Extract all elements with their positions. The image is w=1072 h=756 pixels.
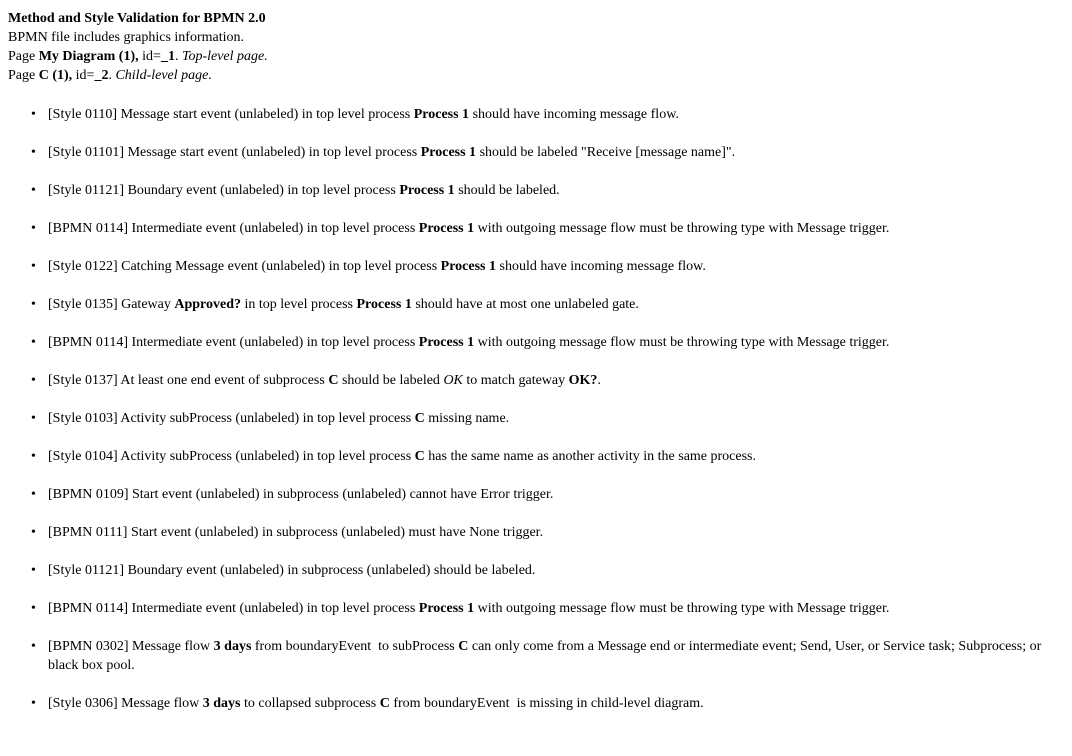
issue-text: [Style 0137] At least one end event of subprocess [48, 373, 329, 388]
issue-text: [Style 01101] Message start event (unlabeled) in top level process [48, 145, 421, 160]
issue-text: [Style 0110] Message start event (unlabeled) in top level process [48, 107, 414, 122]
issue-text: [BPMN 0114] Intermediate event (unlabeled) in top level process [48, 221, 419, 236]
issue-italic-text: OK [443, 373, 463, 388]
issue-text: [BPMN 0302] Message flow [48, 639, 214, 654]
issue-item [31, 219, 1064, 238]
bullet-icon: • [31, 335, 36, 350]
issue-bold-text: Process 1 [420, 145, 477, 160]
issue-text: should have incoming message flow. [469, 107, 679, 122]
issue-bold-text: Process 1 [440, 259, 497, 274]
issue-text: [Style 0306] Message flow [48, 696, 203, 711]
bullet-icon: • [31, 373, 36, 388]
issue-bold-text: C [328, 373, 339, 388]
page-info-2 [8, 66, 1064, 85]
issue-text: should be labeled [338, 373, 444, 388]
page-level: Child-level page. [115, 68, 212, 83]
issue-bold-text: 3 days [213, 639, 252, 654]
bullet-icon: • [31, 107, 36, 122]
issue-item [31, 409, 1064, 428]
issue-text: [BPMN 0114] Intermediate event (unlabeled) in top level process [48, 601, 419, 616]
issue-text: from boundaryEvent is missing in child-level diagram. [389, 696, 704, 711]
bullet-icon: • [31, 449, 36, 464]
report-title: Method and Style Validation for BPMN 2.0 [8, 11, 266, 26]
bullet-icon: • [31, 183, 36, 198]
issue-text: [BPMN 0109] Start event (unlabeled) in subprocess (unlabeled) cannot have Error trigger. [48, 487, 554, 502]
page-separator: . [174, 49, 182, 64]
issue-item [31, 694, 1064, 713]
page-level: Top-level page. [181, 49, 268, 64]
issue-text: to match gateway [462, 373, 569, 388]
issue-text: in top level process [241, 297, 357, 312]
bullet-icon: • [31, 487, 36, 502]
page-id: _2 [94, 68, 109, 83]
issue-item [31, 485, 1064, 504]
issue-text: missing name. [424, 411, 510, 426]
issue-item [31, 637, 1064, 675]
bullet-icon: • [31, 297, 36, 312]
issue-bold-text: Process 1 [418, 601, 475, 616]
bullet-icon: • [31, 639, 36, 654]
issue-item [31, 181, 1064, 200]
issue-text: has the same name as another activity in the same process. [424, 449, 757, 464]
issue-bold-text: C [379, 696, 390, 711]
issue-list [8, 105, 1064, 713]
bullet-icon: • [31, 221, 36, 236]
issue-item [31, 143, 1064, 162]
issue-text: should have incoming message flow. [496, 259, 706, 274]
issue-bold-text: C [414, 411, 425, 426]
issue-text: can only come from a Message end or intermediate event; Send, User, or Service task; Subprocess; or black box pool. [48, 639, 1045, 673]
page-info-1 [8, 47, 1064, 66]
bullet-icon: • [31, 525, 36, 540]
bullet-icon: • [31, 696, 36, 711]
page-prefix: Page [8, 68, 39, 83]
issue-text: with outgoing message flow must be throwing type with Message trigger. [474, 601, 890, 616]
issue-text: to collapsed subprocess [240, 696, 380, 711]
issue-bold-text: C [458, 639, 469, 654]
issue-text: [Style 01121] Boundary event (unlabeled) in top level process [48, 183, 400, 198]
issue-item [31, 561, 1064, 580]
issue-text: should be labeled. [454, 183, 560, 198]
page-name: My Diagram (1), [38, 49, 139, 64]
issue-bold-text: OK? [568, 373, 598, 388]
issue-item [31, 295, 1064, 314]
issue-text: . [597, 373, 601, 388]
page-separator: . [108, 68, 116, 83]
issue-text: from boundaryEvent to subProcess [251, 639, 459, 654]
issue-text: [Style 0135] Gateway [48, 297, 175, 312]
bullet-icon: • [31, 601, 36, 616]
page-id-prefix: id= [138, 49, 161, 64]
issue-item [31, 447, 1064, 466]
graphics-note: BPMN file includes graphics information. [8, 30, 245, 45]
issue-text: [Style 01121] Boundary event (unlabeled) in subprocess (unlabeled) should be labeled. [48, 563, 536, 578]
issue-text: [BPMN 0111] Start event (unlabeled) in subprocess (unlabeled) must have None trigger. [48, 525, 544, 540]
page-name: C (1), [38, 68, 73, 83]
issue-text: [Style 0104] Activity subProcess (unlabeled) in top level process [48, 449, 415, 464]
issue-text: [Style 0103] Activity subProcess (unlabeled) in top level process [48, 411, 415, 426]
issue-text: with outgoing message flow must be throwing type with Message trigger. [474, 221, 890, 236]
issue-text: with outgoing message flow must be throwing type with Message trigger. [474, 335, 890, 350]
issue-text: should have at most one unlabeled gate. [411, 297, 639, 312]
issue-text: [BPMN 0114] Intermediate event (unlabeled) in top level process [48, 335, 419, 350]
issue-bold-text: 3 days [202, 696, 241, 711]
page-id-prefix: id= [72, 68, 95, 83]
issue-item [31, 257, 1064, 276]
bullet-icon: • [31, 259, 36, 274]
issue-bold-text: Process 1 [418, 335, 475, 350]
issue-bold-text: Process 1 [413, 107, 470, 122]
issue-text: should be labeled "Receive [message name]". [476, 145, 736, 160]
issue-bold-text: Process 1 [356, 297, 412, 312]
page-id: _1 [160, 49, 175, 64]
page-prefix: Page [8, 49, 39, 64]
issue-item [31, 105, 1064, 124]
issue-bold-text: C [414, 449, 425, 464]
issue-item [31, 333, 1064, 352]
bullet-icon: • [31, 145, 36, 160]
issue-bold-text: Process 1 [418, 221, 475, 236]
bullet-icon: • [31, 563, 36, 578]
bullet-icon: • [31, 411, 36, 426]
issue-bold-text: Approved? [174, 297, 242, 312]
issue-item [31, 599, 1064, 618]
issue-item [31, 371, 1064, 390]
issue-text: [Style 0122] Catching Message event (unlabeled) in top level process [48, 259, 441, 274]
issue-bold-text: Process 1 [399, 183, 455, 198]
issue-item [31, 523, 1064, 542]
